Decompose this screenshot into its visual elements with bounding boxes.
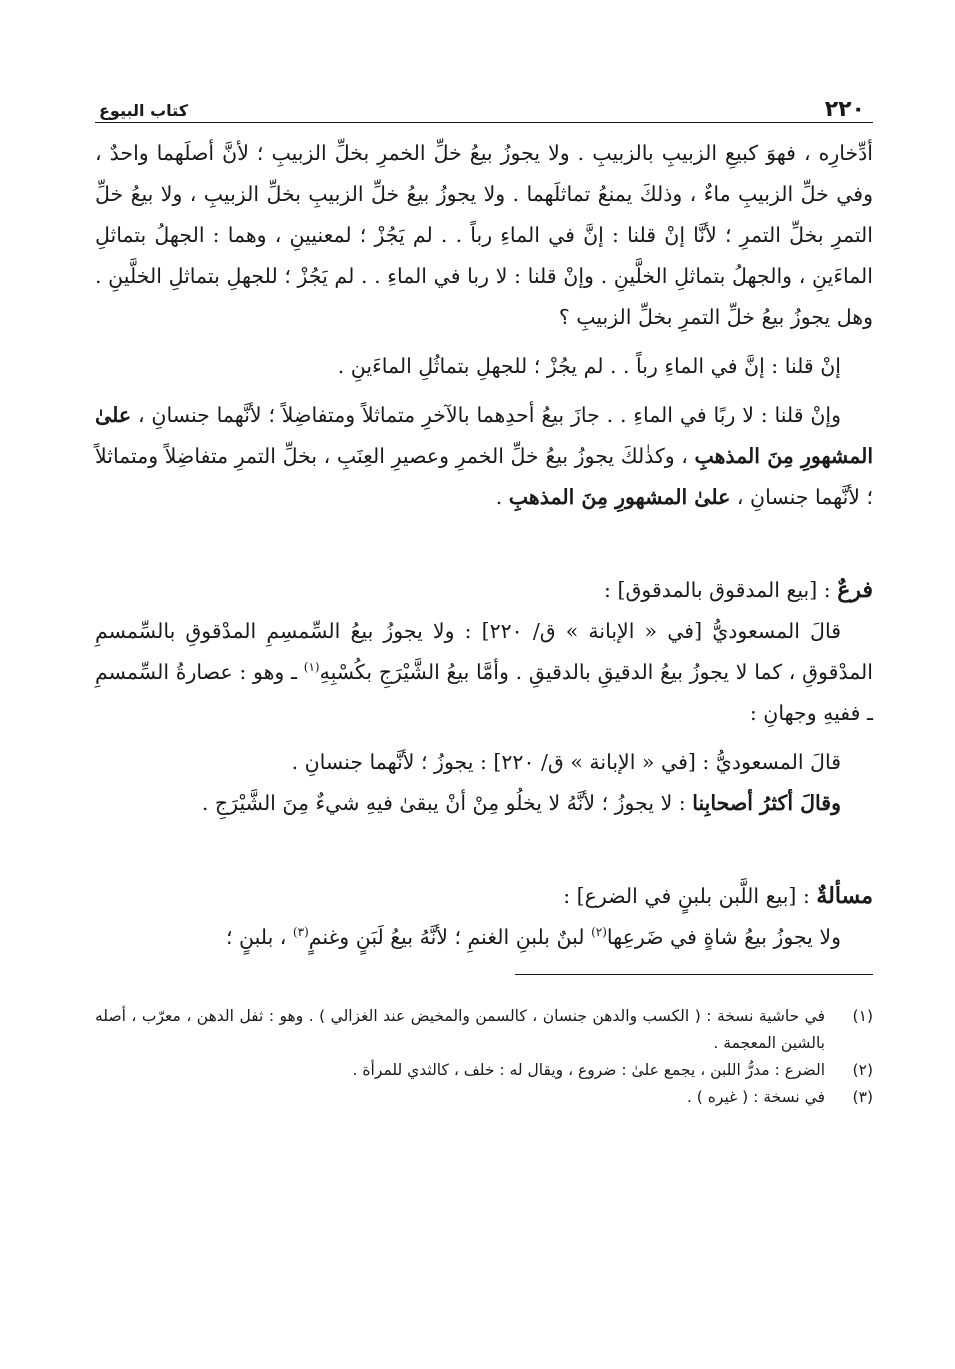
text-run: ـ وهو : عصارةُ السِّمسمِ ـ ففيهِ وجهانِ : xyxy=(95,660,873,725)
book-page xyxy=(95,88,873,1111)
text-run: . xyxy=(495,485,509,509)
footnote-number: (٣) xyxy=(852,1088,873,1106)
main-text xyxy=(95,133,873,958)
footnote xyxy=(95,1057,873,1084)
text-run: ، بلبنٍ ؛ xyxy=(225,925,293,949)
paragraph xyxy=(95,395,873,518)
emphasis-text: علىٰ المشهورِ مِنَ المذهبِ xyxy=(95,403,874,468)
footnote xyxy=(95,1003,873,1057)
footnote-ref: (٢) xyxy=(591,925,607,940)
section-heading xyxy=(95,876,873,917)
paragraph xyxy=(95,611,873,734)
footnote-text: الضرع : مدرُّ اللبن ، يجمع علىٰ : ضروع ، ويقال له : خلف ، كالثدي للمرأة . xyxy=(352,1061,825,1079)
masala-term: مسألةٌ xyxy=(816,883,873,909)
footnote-ref: (١) xyxy=(303,660,320,675)
footnote-text: في حاشية نسخة : ( الكسب والدهن جنسان ، كالسمن والمخيض عند الغزالي ) . وهو : ثفل الدهن ، معرّب ، أصله بالشين المعجمة . xyxy=(95,1007,825,1052)
paragraph xyxy=(95,783,873,824)
emphasis-text: علىٰ المشهورِ مِنَ المذهبِ xyxy=(508,485,731,509)
paragraph: أدِّخارِه ، فهوَ كبيعِ الزبيبِ بالزبيبِ . ولا يجوزُ بيعُ خلِّ الخمرِ بخلِّ الزبيبِ ؛ لأنَّ أصلَهما واحدٌ ، وفي خلِّ الزبيبِ ماءٌ ، وذلكَ يمنعُ تماثلَهما . ولا يجوزُ بيعُ خلِّ الزبيبِ بخلِّ الزبيبِ ، ولا بيعُ خلِّ التمرِ بخلِّ التمرِ ؛ لأنَّا إنْ قلنا : إنَّ في الماءِ رباً . . لم يَجُزْ ؛ لمعنيينِ ، وهما : الجهلُ بتماثلِ الماءَينِ ، والجهلُ بتماثلِ الخلَّينِ . وإنْ قلنا : لا ربا في الماءِ . . لم يَجُزْ ؛ للجهلِ بتماثلِ الخلَّينِ . وهل يجوزُ بيعُ خلِّ التمرِ بخلِّ الزبيبِ ؟ xyxy=(95,141,873,329)
text-run: ، وكذٰلكَ يجوزُ بيعُ خلِّ الخمرِ وعصيرِ العِنَبِ ، بخلِّ التمرِ متفاضِلاً ومتماثلاً ؛ لأنَّهما جنسانِ ، xyxy=(95,444,873,509)
footnote xyxy=(95,1084,873,1111)
footnote-text: في نسخة : ( غيره ) . xyxy=(686,1088,825,1106)
page-header xyxy=(95,88,873,123)
footnotes xyxy=(95,1003,873,1111)
paragraph: قالَ المسعوديُّ : [في « الإبانة » ق/ ٢٢٠] : يجوزُ ؛ لأنَّهما جنسانِ . xyxy=(291,750,841,774)
running-title: كتاب البيوع xyxy=(99,101,189,120)
footnote-ref: (٣) xyxy=(292,925,309,940)
paragraph: إنْ قلنا : إنَّ في الماءِ رباً . . لم يجُزْ ؛ للجهلِ بتماثُلِ الماءَينِ . xyxy=(337,354,841,378)
footnote-divider xyxy=(515,974,873,975)
text-run: لبنٌ بلبنِ الغنمِ ؛ لأنَّهُ بيعُ لَبَنٍ وغنمٍ xyxy=(308,925,592,949)
text-run: قالَ المسعوديُّ [في « الإبانة » ق/ ٢٢٠] : ولا يجوزُ بيعُ السِّمسِمِ المدْقوقِ بالسِّمسمِ المدْقوقِ ، كما لا يجوزُ بيعُ الدقيقِ بالدقيقِ . وأمَّا بيعُ الشَّيْرَجِ بكُسْبِهِ xyxy=(95,619,873,684)
far-term: فرعٌ xyxy=(837,577,873,603)
text-run: : لا يجوزُ ؛ لأنَّهُ لا يخلُو مِنْ أنْ يبقىٰ فيهِ شيءٌ مِنَ الشَّيْرَجِ . xyxy=(201,791,693,815)
emphasis-text: وقالَ أكثرُ أصحابِنا xyxy=(692,791,841,815)
footnote-number: (١) xyxy=(852,1007,873,1025)
paragraph xyxy=(95,917,873,958)
section-heading xyxy=(95,570,873,611)
footnote-number: (٢) xyxy=(852,1061,873,1079)
text-run: ولا يجوزُ بيعُ شاةٍ في ضَرعِها xyxy=(606,925,841,949)
heading-title: : [بيع المدقوق بالمدقوق] : xyxy=(604,578,838,602)
text-run: وإنْ قلنا : لا ربًا في الماءِ . . جازَ بيعُ أحدِهما بالآخرِ متماثلاً ومتفاضِلاً ؛ لأنَّهما جنسانِ ، xyxy=(131,403,841,427)
page-number: ٢٢٠ xyxy=(824,97,865,122)
heading-title: : [بيع اللَّبن بلبنٍ في الضرع] : xyxy=(563,884,817,908)
